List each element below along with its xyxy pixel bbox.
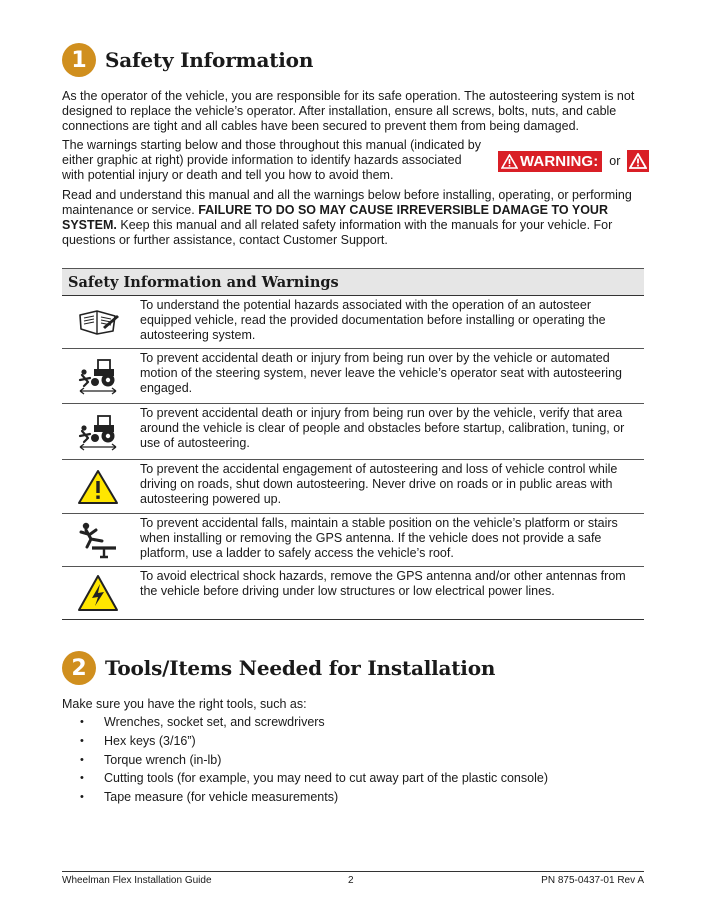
intro-paragraph: As the operator of the vehicle, you are responsible for its safe operation. The autosteering system is not designed to replace the vehicle’s operator. After installation, ensure all screws, bolts, nuts, and cable connections are tight and all cables have been secured to prevent them from being damaged. xyxy=(62,89,635,133)
table-row xyxy=(62,514,644,567)
warning-triangle-icon xyxy=(629,153,647,169)
tools-intro: Make sure you have the right tools, such as: xyxy=(62,697,307,711)
manual-book-icon xyxy=(77,307,119,337)
electrical-hazard-icon xyxy=(77,574,119,612)
or-text: or xyxy=(609,154,621,168)
table-row xyxy=(62,404,644,460)
footer-divider xyxy=(62,871,644,872)
list-item: • Cutting tools (for example, you may need to cut away part of the plastic console) xyxy=(80,771,548,786)
footer-title: Wheelman Flex Installation Guide xyxy=(62,875,212,886)
row-text: To prevent accidental death or injury from being run over by the vehicle, verify that area around the vehicle is clear of people and obstacles before startup, calibration, tuning, or use of autosteering. xyxy=(140,406,625,450)
section-number-badge: 1 xyxy=(62,43,96,77)
run-over-hazard-icon xyxy=(76,356,120,396)
table-row xyxy=(62,460,644,514)
warning-graphics xyxy=(498,150,649,172)
caps-warning-text: FAILURE TO DO SO MAY CAUSE IRREVERSIBLE DAMAGE TO YOUR SYSTEM. xyxy=(62,203,608,232)
fall-hazard-icon xyxy=(78,520,118,560)
warning-banner xyxy=(498,151,602,172)
section-1-heading xyxy=(62,43,313,77)
tools-list xyxy=(80,713,548,806)
warning-icon-box xyxy=(627,150,649,172)
caution-triangle-icon xyxy=(77,469,119,505)
part-number: PN 875-0437-01 Rev A xyxy=(541,875,644,886)
list-item: • Tape measure (for vehicle measurements) xyxy=(80,790,339,805)
row-text: To prevent accidental falls, maintain a stable position on the vehicle’s platform or stairs when installing or removing the GPS antenna. If the vehicle does not provide a safe platform, use a ladder to safely access the vehicle’s roof. xyxy=(140,516,618,560)
row-text: To avoid electrical shock hazards, remove the GPS antenna and/or other antennas from the vehicle before driving under low structures or low electrical power lines. xyxy=(140,569,626,598)
section-title: Safety Information xyxy=(105,48,314,72)
list-item: • Wrenches, socket set, and screwdrivers xyxy=(80,715,325,730)
warning-label: WARNING: xyxy=(520,152,599,170)
page-number: 2 xyxy=(348,875,354,886)
table-row xyxy=(62,296,644,349)
run-over-hazard-icon xyxy=(76,412,120,452)
warnings-intro-paragraph: The warnings starting below and those throughout this manual (indicated by either graphic at right) provide information to identify hazards associated with potential injury or death and tell you how to avoid them. xyxy=(62,138,482,182)
section-title: Tools/Items Needed for Installation xyxy=(105,656,496,680)
read-manual-paragraph xyxy=(62,188,644,248)
list-item: • Torque wrench (in-lb) xyxy=(80,752,222,767)
keep-manual-text: Keep this manual and all related safety information with the manuals for your vehicle. For questions or further assistance, contact Customer Support. xyxy=(62,218,613,247)
row-text: To understand the potential hazards associated with the operation of an autosteer equipped vehicle, read the provided documentation before installing or operating the autosteering system. xyxy=(140,298,606,342)
table-row xyxy=(62,349,644,404)
safety-warnings-table xyxy=(62,268,644,620)
table-header xyxy=(62,269,644,296)
section-number-badge: 2 xyxy=(62,651,96,685)
row-text: To prevent accidental death or injury from being run over by the vehicle or automated motion of the steering system, never leave the vehicle’s operator seat with autosteering engaged. xyxy=(140,351,622,395)
table-header-title: Safety Information and Warnings xyxy=(68,273,339,291)
warning-triangle-icon xyxy=(501,154,518,169)
table-row xyxy=(62,567,644,619)
read-text: Read and understand this manual and all the warnings below before installing, operating, or performing maintenance or service. xyxy=(62,188,632,217)
section-2-heading xyxy=(62,651,495,685)
list-item: • Hex keys (3/16”) xyxy=(80,734,196,749)
row-text: To prevent the accidental engagement of autosteering and loss of vehicle control while driving on roads, shut down autosteering. Never drive on roads or in public areas with autosteering powered up. xyxy=(140,462,618,506)
